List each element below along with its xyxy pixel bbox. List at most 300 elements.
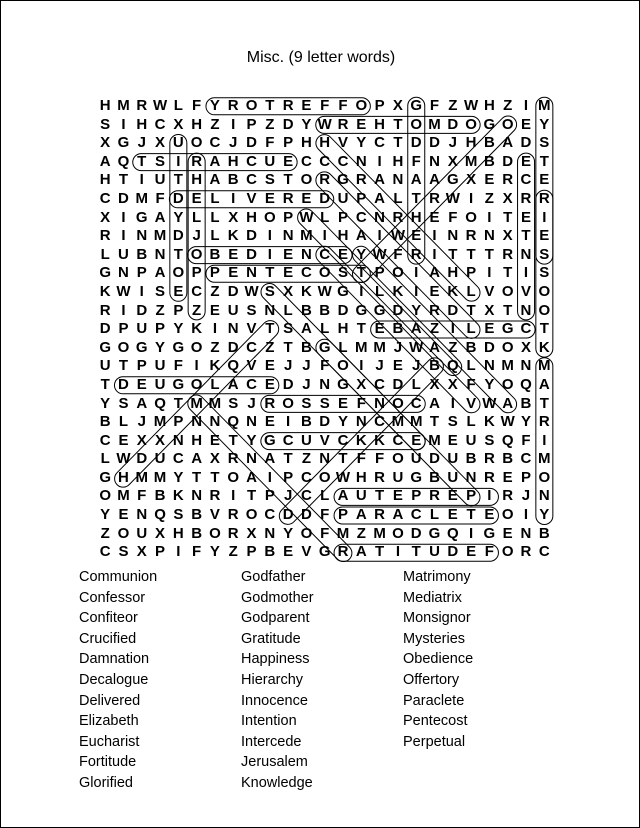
- grid-letter: F: [320, 524, 330, 542]
- grid-letter: X: [502, 189, 513, 207]
- grid-letter: X: [228, 208, 239, 226]
- grid-letter: B: [538, 524, 550, 542]
- grid-letter: G: [428, 524, 441, 542]
- word-list-item: Mysteries: [403, 630, 466, 647]
- grid-letter: Z: [265, 115, 275, 133]
- grid-letter: O: [465, 115, 477, 133]
- grid-letter: P: [411, 487, 422, 505]
- grid-letter: R: [429, 189, 440, 207]
- grid-letter: C: [99, 431, 111, 449]
- grid-letter: X: [155, 524, 166, 542]
- grid-letter: O: [355, 97, 368, 114]
- grid-letter: E: [228, 264, 239, 282]
- grid-letter: V: [338, 134, 349, 152]
- grid-letter: T: [283, 338, 293, 356]
- grid-letter: T: [356, 264, 366, 282]
- grid-letter: Z: [210, 115, 220, 133]
- word-list-item: Communion: [79, 569, 158, 585]
- grid-letter: A: [337, 487, 349, 505]
- grid-row: [96, 153, 553, 172]
- grid-letter: T: [137, 152, 147, 170]
- grid-letter: D: [246, 134, 257, 152]
- grid-row: [96, 525, 553, 544]
- grid-letter: P: [246, 115, 257, 133]
- grid-letter: C: [154, 115, 166, 133]
- grid-letter: R: [209, 487, 221, 505]
- grid-letter: V: [209, 506, 220, 524]
- grid-letter: Q: [227, 413, 240, 431]
- grid-letter: M: [117, 97, 130, 114]
- grid-letter: J: [302, 375, 311, 393]
- grid-row: [96, 339, 553, 358]
- grid-letter: V: [520, 282, 531, 300]
- grid-letter: P: [374, 264, 385, 282]
- grid-letter: G: [117, 134, 130, 152]
- grid-letter: T: [503, 208, 513, 226]
- grid-row: [96, 432, 553, 451]
- grid-letter: C: [520, 171, 532, 189]
- grid-letter: R: [538, 413, 550, 431]
- grid-letter: D: [447, 543, 459, 561]
- grid-letter: P: [136, 264, 147, 282]
- grid-letter: O: [538, 301, 551, 319]
- grid-letter: H: [99, 171, 111, 189]
- grid-letter: X: [429, 375, 440, 393]
- grid-letter: O: [538, 468, 551, 486]
- grid-letter: O: [209, 524, 221, 542]
- grid-letter: N: [191, 487, 203, 505]
- grid-letter: Y: [155, 338, 166, 356]
- grid-letter: X: [466, 171, 477, 189]
- grid-letter: Z: [448, 338, 458, 356]
- grid-letter: S: [155, 152, 166, 170]
- grid-letter: L: [210, 189, 220, 207]
- grid-letter: M: [300, 227, 313, 245]
- grid-letter: G: [172, 338, 185, 356]
- grid-letter: K: [538, 338, 550, 356]
- grid-letter: F: [338, 97, 348, 114]
- grid-letter: E: [301, 97, 312, 114]
- grid-letter: D: [136, 301, 148, 319]
- word-list-item: Offertory: [403, 671, 460, 688]
- grid-letter: U: [300, 431, 312, 449]
- grid-letter: E: [173, 282, 184, 300]
- grid-letter: O: [190, 245, 203, 263]
- grid-letter: F: [375, 450, 385, 468]
- grid-row: [96, 97, 553, 116]
- grid-letter: B: [300, 338, 312, 356]
- grid-letter: O: [465, 208, 477, 226]
- word-list-item: Paraclete: [403, 692, 465, 709]
- grid-letter: N: [191, 413, 203, 431]
- grid-letter: R: [264, 394, 276, 412]
- grid-letter: I: [432, 227, 437, 245]
- grid-letter: N: [172, 431, 184, 449]
- grid-letter: S: [539, 264, 550, 282]
- grid-letter: C: [319, 245, 331, 263]
- grid-letter: T: [228, 431, 238, 449]
- grid-letter: I: [523, 97, 529, 114]
- grid-letter: I: [469, 189, 474, 207]
- grid-row: [96, 376, 553, 395]
- grid-letter: I: [414, 264, 419, 282]
- grid-letter: D: [520, 134, 532, 152]
- grid-letter: H: [172, 524, 184, 542]
- grid-letter: X: [520, 338, 531, 356]
- grid-letter: T: [375, 487, 385, 505]
- word-list-item: Crucified: [79, 630, 137, 647]
- grid-letter: B: [502, 450, 514, 468]
- word-list-item: Monsignor: [403, 610, 471, 627]
- grid-letter: E: [264, 189, 275, 207]
- grid-letter: S: [100, 115, 111, 133]
- grid-letter: F: [411, 152, 421, 170]
- grid-letter: V: [246, 320, 257, 338]
- grid-letter: N: [520, 357, 532, 375]
- grid-letter: N: [246, 413, 257, 431]
- grid-letter: E: [191, 189, 202, 207]
- grid-letter: N: [392, 171, 404, 189]
- grid-letter: T: [265, 264, 275, 282]
- word-list-item: Mediatrix: [403, 589, 462, 606]
- grid-letter: M: [391, 413, 405, 431]
- grid-letter: E: [338, 394, 349, 412]
- grid-letter: D: [227, 338, 239, 356]
- grid-letter: B: [264, 543, 276, 561]
- grid-letter: P: [466, 264, 477, 282]
- grid-row: [96, 264, 553, 283]
- grid-letter: M: [501, 357, 514, 375]
- grid-letter: I: [523, 506, 529, 524]
- grid-letter: I: [121, 227, 126, 245]
- grid-letter: F: [393, 245, 403, 263]
- word-list-item: Perpetual: [403, 733, 466, 750]
- grid-letter: N: [300, 245, 312, 263]
- word-list-item: Intercede: [241, 733, 302, 750]
- grid-letter: M: [428, 431, 441, 449]
- grid-letter: L: [320, 320, 330, 338]
- grid-letter: M: [153, 468, 167, 486]
- grid-letter: U: [154, 171, 166, 189]
- grid-letter: U: [136, 320, 148, 338]
- grid-letter: L: [466, 413, 476, 431]
- word-list-item: Intention: [241, 713, 297, 730]
- grid-letter: O: [501, 282, 514, 300]
- word-list-item: Decalogue: [79, 671, 149, 688]
- grid-letter: A: [355, 543, 367, 561]
- grid-letter: R: [520, 543, 532, 561]
- grid-letter: R: [191, 152, 203, 170]
- word-list-item: Obedience: [403, 651, 474, 668]
- grid-row: [96, 395, 553, 414]
- grid-letter: C: [337, 152, 349, 170]
- grid-letter: S: [338, 264, 349, 282]
- grid-letter: I: [176, 152, 181, 170]
- grid-letter: B: [300, 301, 312, 319]
- grid-letter: P: [283, 468, 294, 486]
- grid-letter: C: [300, 264, 312, 282]
- grid-letter: N: [282, 227, 294, 245]
- grid-row: [96, 190, 553, 209]
- grid-letter: P: [356, 189, 367, 207]
- grid-letter: H: [392, 152, 404, 170]
- grid-letter: C: [374, 413, 386, 431]
- word-list-item: Hierarchy: [241, 671, 304, 688]
- grid-row: [96, 116, 553, 135]
- grid-letter: A: [227, 375, 239, 393]
- grid-letter: F: [137, 487, 147, 505]
- grid-letter: T: [466, 245, 476, 263]
- grid-letter: B: [483, 134, 495, 152]
- grid-letter: W: [482, 394, 497, 412]
- grid-letter: E: [539, 171, 550, 189]
- grid-letter: M: [135, 189, 148, 207]
- grid-letter: T: [539, 394, 549, 412]
- grid-letter: A: [429, 264, 440, 282]
- grid-letter: N: [429, 152, 440, 170]
- grid-letter: P: [246, 543, 257, 561]
- grid-letter: A: [502, 394, 514, 412]
- grid-letter: W: [152, 97, 168, 114]
- grid-letter: D: [502, 152, 514, 170]
- grid-letter: P: [209, 264, 220, 282]
- grid-letter: D: [172, 189, 184, 207]
- grid-letter: C: [300, 487, 312, 505]
- grid-letter: R: [502, 171, 514, 189]
- grid-letter: S: [539, 134, 550, 152]
- grid-letter: T: [411, 189, 421, 207]
- grid-letter: E: [118, 506, 129, 524]
- grid-letter: D: [429, 134, 440, 152]
- grid-letter: T: [192, 468, 202, 486]
- grid-letter: O: [227, 468, 240, 486]
- grid-letter: E: [136, 375, 147, 393]
- grid-letter: E: [283, 152, 294, 170]
- word-list-item: Damnation: [79, 651, 150, 668]
- grid-letter: C: [246, 375, 257, 393]
- grid-letter: Z: [503, 97, 513, 114]
- grid-letter: J: [393, 338, 403, 356]
- grid-letter: F: [320, 506, 330, 524]
- grid-letter: C: [520, 320, 532, 338]
- grid-letter: X: [392, 97, 403, 114]
- grid-letter: P: [520, 468, 531, 486]
- grid-letter: O: [318, 468, 331, 486]
- grid-letter: N: [447, 227, 459, 245]
- grid-letter: I: [139, 282, 144, 300]
- grid-letter: A: [355, 227, 367, 245]
- grid-letter: E: [374, 320, 385, 338]
- grid-letter: R: [374, 468, 386, 486]
- grid-letter: A: [374, 171, 386, 189]
- grid-letter: W: [335, 468, 351, 486]
- grid-letter: N: [483, 357, 495, 375]
- grid-letter: U: [355, 487, 367, 505]
- grid-letter: L: [320, 487, 330, 505]
- grid-letter: A: [429, 338, 440, 356]
- grid-letter: G: [337, 171, 349, 189]
- grid-letter: N: [355, 413, 367, 431]
- grid-letter: K: [227, 227, 239, 245]
- grid-letter: I: [377, 152, 382, 170]
- grid-letter: R: [99, 227, 111, 245]
- grid-letter: Y: [209, 97, 220, 114]
- grid-letter: T: [173, 394, 183, 412]
- grid-letter: B: [319, 301, 331, 319]
- grid-letter: B: [429, 357, 440, 375]
- grid-letter: N: [136, 227, 148, 245]
- grid-letter: E: [283, 543, 294, 561]
- grid-letter: L: [210, 208, 220, 226]
- grid-letter: V: [246, 357, 257, 375]
- grid-letter: F: [320, 357, 330, 375]
- grid-letter: J: [137, 413, 146, 431]
- grid-letter: I: [322, 227, 327, 245]
- grid-letter: P: [283, 208, 294, 226]
- grid-row: [96, 469, 553, 488]
- grid-letter: J: [283, 487, 293, 505]
- grid-letter: Y: [173, 320, 184, 338]
- grid-letter: C: [355, 208, 367, 226]
- grid-letter: M: [153, 227, 167, 245]
- grid-row: [96, 506, 553, 525]
- grid-letter: P: [173, 301, 184, 319]
- grid-letter: D: [392, 375, 404, 393]
- grid-letter: U: [410, 450, 422, 468]
- grid-letter: Q: [117, 152, 130, 170]
- grid-letter: I: [377, 227, 382, 245]
- grid-letter: A: [355, 506, 367, 524]
- grid-row: [96, 320, 553, 339]
- grid-letter: G: [318, 543, 331, 561]
- grid-letter: K: [392, 282, 404, 300]
- grid-letter: Y: [301, 115, 312, 133]
- grid-letter: J: [448, 134, 457, 152]
- grid-letter: W: [299, 208, 314, 226]
- grid-letter: I: [176, 543, 181, 561]
- grid-letter: U: [392, 468, 404, 486]
- grid-letter: G: [410, 468, 423, 486]
- grid-letter: P: [338, 506, 349, 524]
- grid-letter: K: [99, 282, 111, 300]
- grid-letter: D: [118, 189, 129, 207]
- grid-row: [96, 209, 553, 228]
- grid-letter: O: [501, 115, 514, 133]
- grid-letter: G: [135, 338, 148, 356]
- grid-row: [96, 283, 553, 302]
- grid-letter: U: [264, 152, 276, 170]
- grid-letter: N: [355, 152, 367, 170]
- grid-letter: I: [359, 357, 364, 375]
- grid-letter: F: [448, 208, 458, 226]
- grid-letter: A: [264, 450, 276, 468]
- grid-letter: A: [374, 189, 386, 207]
- grid-letter: X: [283, 282, 294, 300]
- grid-letter: R: [410, 245, 422, 263]
- grid-letter: Y: [283, 524, 294, 542]
- grid-letter: R: [319, 171, 331, 189]
- grid-letter: R: [392, 208, 404, 226]
- grid-letter: T: [265, 97, 275, 114]
- grid-letter: V: [301, 543, 312, 561]
- grid-letter: O: [392, 264, 404, 282]
- grid-letter: I: [121, 301, 126, 319]
- grid-letter: M: [464, 152, 478, 170]
- grid-letter: U: [154, 375, 166, 393]
- grid-letter: H: [136, 115, 148, 133]
- grid-letter: Z: [210, 338, 220, 356]
- grid-letter: Z: [484, 189, 494, 207]
- grid-letter: C: [319, 152, 331, 170]
- grid-letter: D: [319, 413, 331, 431]
- grid-letter: Y: [338, 413, 349, 431]
- grid-letter: E: [118, 431, 129, 449]
- grid-letter: F: [320, 97, 330, 114]
- grid-letter: V: [466, 394, 477, 412]
- grid-row: [96, 450, 553, 469]
- grid-letter: Y: [411, 301, 422, 319]
- grid-letter: R: [429, 487, 440, 505]
- grid-letter: X: [502, 227, 513, 245]
- grid-letter: N: [520, 301, 532, 319]
- grid-letter: O: [190, 375, 203, 393]
- grid-letter: D: [392, 301, 404, 319]
- grid-letter: C: [264, 506, 276, 524]
- grid-letter: B: [520, 394, 532, 412]
- grid-letter: N: [209, 413, 221, 431]
- grid-letter: I: [359, 282, 364, 300]
- grid-letter: R: [374, 506, 386, 524]
- grid-letter: C: [538, 543, 550, 561]
- grid-letter: S: [228, 394, 239, 412]
- grid-letter: T: [466, 506, 476, 524]
- grid-letter: N: [246, 450, 257, 468]
- grid-letter: I: [139, 171, 144, 189]
- grid-letter: R: [227, 506, 239, 524]
- grid-letter: L: [338, 338, 348, 356]
- grid-letter: E: [228, 245, 239, 263]
- grid-letter: N: [520, 524, 532, 542]
- grid-letter: O: [501, 338, 514, 356]
- grid-letter: T: [265, 320, 275, 338]
- word-list-item: Glorified: [79, 774, 133, 791]
- grid-letter: G: [501, 320, 514, 338]
- grid-letter: O: [282, 394, 294, 412]
- grid-letter: G: [135, 208, 148, 226]
- grid-letter: C: [209, 134, 221, 152]
- grid-letter: L: [466, 282, 476, 300]
- grid-letter: A: [410, 171, 422, 189]
- grid-letter: L: [320, 208, 330, 226]
- word-list-item: Eucharist: [79, 733, 140, 750]
- grid-letter: Z: [265, 338, 275, 356]
- grid-letter: H: [374, 115, 386, 133]
- grid-letter: Z: [192, 301, 202, 319]
- grid-letter: R: [502, 487, 514, 505]
- grid-letter: I: [469, 524, 474, 542]
- grid-letter: X: [173, 115, 184, 133]
- grid-letter: H: [319, 134, 331, 152]
- grid-letter: M: [190, 394, 203, 412]
- grid-letter: M: [336, 524, 350, 542]
- grid-letter: O: [410, 115, 423, 133]
- puzzle-title: Misc. (9 letter words): [246, 49, 396, 66]
- grid-letter: W: [445, 189, 460, 207]
- grid-letter: J: [375, 357, 384, 375]
- grid-letter: F: [173, 357, 183, 375]
- grid-letter: E: [466, 543, 477, 561]
- grid-letter: W: [317, 115, 332, 133]
